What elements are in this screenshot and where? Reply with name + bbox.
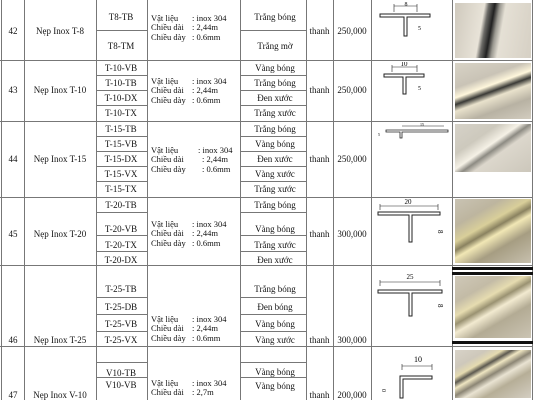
product-photo xyxy=(455,350,531,398)
spec-labels: Vật liệu Chiều dài xyxy=(151,378,184,398)
finish: Trắng xước xyxy=(254,184,296,194)
finish: Trắng bóng xyxy=(254,200,296,210)
product-code: T-15-DX xyxy=(104,154,138,164)
product-code: V10-VB xyxy=(105,380,137,390)
t-profile-drawing xyxy=(372,2,452,42)
product-name: Nẹp Inox T-8 xyxy=(36,26,84,36)
product-photo xyxy=(455,3,531,58)
price: 300,000 xyxy=(337,229,367,239)
product-code: T-10-TX xyxy=(105,108,137,118)
price: 300,000 xyxy=(337,335,367,345)
svg-text:0: 0 xyxy=(382,389,388,392)
unit: thanh xyxy=(309,335,330,345)
svg-text:25: 25 xyxy=(406,273,414,281)
svg-text:8: 8 xyxy=(436,304,444,308)
svg-text:5: 5 xyxy=(418,86,421,92)
svg-text:10: 10 xyxy=(414,355,422,364)
product-code: T-15-TB xyxy=(105,124,137,134)
spec-values: : inox 304 : 2,44m : 0.6mm xyxy=(192,76,227,105)
spec-values: : inox 304 : 2,44m : 0.6mm xyxy=(192,13,227,42)
svg-text:8: 8 xyxy=(436,230,444,234)
finish: Đen xước xyxy=(257,255,293,265)
spec-labels: Vật liệu Chiều dài Chiều dày xyxy=(151,13,186,42)
svg-text:5: 5 xyxy=(418,26,421,32)
product-code: V10-TB xyxy=(106,368,136,378)
product-code: T-25-TB xyxy=(105,284,137,294)
finish: Vàng xước xyxy=(255,169,295,179)
spec-labels: Vật liệu Chiều dài Chiều dày xyxy=(151,314,186,343)
row-number: 42 xyxy=(8,26,18,36)
product-code: T-25-VX xyxy=(104,335,138,345)
svg-text:10: 10 xyxy=(400,62,408,68)
product-name: Nẹp Inox T-20 xyxy=(33,229,87,239)
finish: Trắng bóng xyxy=(254,124,296,134)
unit: thanh xyxy=(309,26,330,36)
price: 250,000 xyxy=(337,85,367,95)
product-code: T-20-DX xyxy=(104,255,138,265)
finish: Trắng bóng xyxy=(254,284,296,294)
spec-values: : inox 304 : 2,44m : 0.6mm xyxy=(192,314,227,343)
product-code: T-20-TX xyxy=(105,240,137,250)
product-name: Nẹp Inox V-10 xyxy=(33,390,87,400)
product-photo xyxy=(455,276,531,338)
finish: Vàng bóng xyxy=(255,224,295,234)
product-name: Nẹp Inox T-25 xyxy=(33,335,87,345)
finish: Đen bóng xyxy=(257,302,293,312)
unit: thanh xyxy=(309,154,330,164)
product-name: Nẹp Inox T-10 xyxy=(33,85,87,95)
row-divider xyxy=(0,121,533,122)
row-number: 47 xyxy=(8,390,18,400)
t-profile-drawing xyxy=(372,62,452,102)
finish: Đen xước xyxy=(257,154,293,164)
price: 200,000 xyxy=(337,390,367,400)
spec-values: : inox 304 : 2,44m : 0.6mm xyxy=(198,145,233,174)
finish: Trắng xước xyxy=(254,240,296,250)
spec-labels: Vật liệu Chiều dài Chiều dày xyxy=(151,145,186,174)
finish: Trắng bóng xyxy=(254,78,296,88)
product-photo xyxy=(455,124,531,172)
row-divider xyxy=(0,346,533,347)
finish: Vàng xước xyxy=(255,335,295,345)
product-name: Nẹp Inox T-15 xyxy=(33,154,87,164)
t-profile-drawing xyxy=(372,122,452,152)
product-code: T-10-DX xyxy=(104,93,138,103)
product-code: T-10-TB xyxy=(105,78,137,88)
finish: Vàng bóng xyxy=(255,367,295,377)
row-number: 46 xyxy=(8,335,18,345)
svg-text:8: 8 xyxy=(404,2,408,8)
product-code: T-10-VB xyxy=(104,63,138,73)
finish: Trắng bóng xyxy=(254,12,296,22)
spec-values: : inox 304 : 2,7m xyxy=(192,378,227,398)
finish: Vàng bóng xyxy=(255,63,295,73)
spec-labels: Vật liệu Chiều dài Chiều dày xyxy=(151,219,186,248)
product-photo xyxy=(455,63,531,119)
unit: thanh xyxy=(309,229,330,239)
row-number: 45 xyxy=(8,229,18,239)
finish: Vàng bóng xyxy=(255,381,295,391)
t-profile-drawing xyxy=(372,270,452,322)
finish: Trắng xước xyxy=(254,108,296,118)
unit: thanh xyxy=(309,390,330,400)
price: 250,000 xyxy=(337,26,367,36)
finish: Trắng mờ xyxy=(257,41,293,51)
svg-text:15: 15 xyxy=(420,122,424,127)
svg-text:20: 20 xyxy=(404,198,412,206)
t-profile-drawing xyxy=(372,198,452,250)
row-number: 44 xyxy=(8,154,18,164)
product-code: T-20-TB xyxy=(105,200,137,210)
product-code: T-25-DB xyxy=(104,302,138,312)
row-divider xyxy=(0,197,533,198)
finish: Vàng bóng xyxy=(255,139,295,149)
spec-labels: Vật liệu Chiều dài Chiều dày xyxy=(151,76,186,105)
v-profile-drawing xyxy=(372,350,452,400)
row-divider xyxy=(0,60,533,61)
product-code: T-20-VB xyxy=(104,224,138,234)
unit: thanh xyxy=(309,85,330,95)
product-code: T-15-TX xyxy=(105,184,137,194)
product-code: T-15-VX xyxy=(104,169,138,179)
spec-values: : inox 304 : 2,44m : 0.6mm xyxy=(192,219,227,248)
product-code: T8-TB xyxy=(108,12,134,22)
product-code: T8-TM xyxy=(107,41,135,51)
row-number: 43 xyxy=(8,85,18,95)
price: 250,000 xyxy=(337,154,367,164)
finish: Đen xước xyxy=(257,93,293,103)
product-code: T-25-VB xyxy=(104,319,138,329)
row-divider xyxy=(0,265,533,266)
finish: Vàng bóng xyxy=(255,319,295,329)
product-code: T-15-VB xyxy=(104,139,138,149)
svg-text:5: 5 xyxy=(378,132,380,137)
product-photo xyxy=(455,199,531,263)
